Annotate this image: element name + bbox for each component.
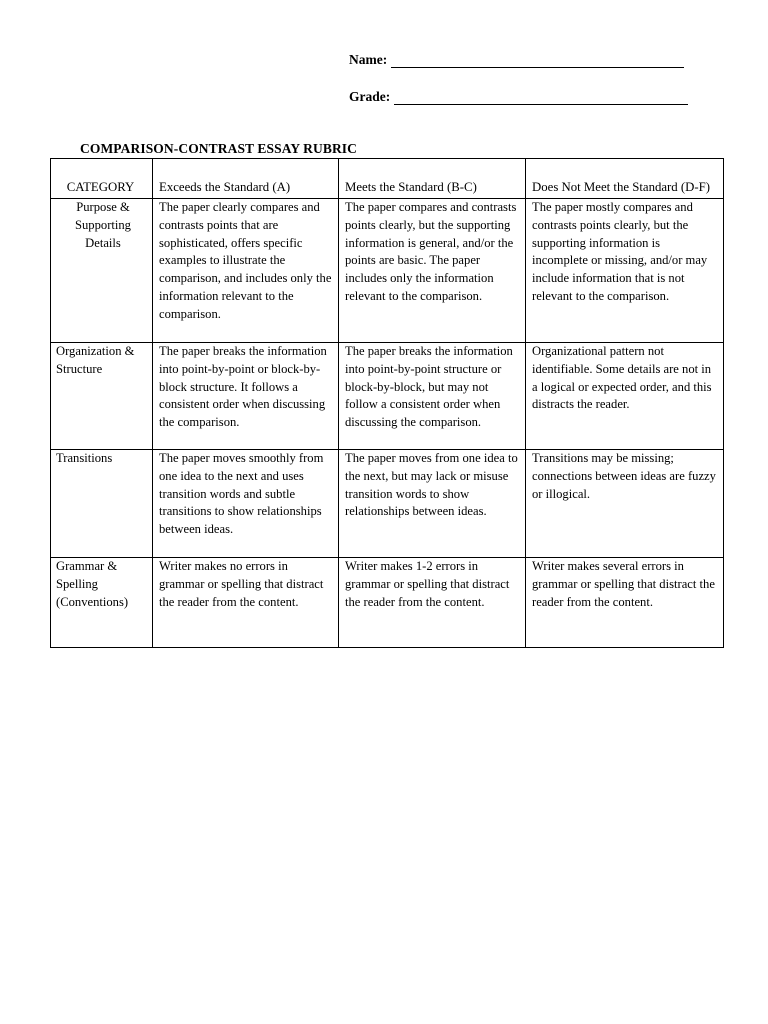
column-header-does-not-meet: Does Not Meet the Standard (D-F) xyxy=(526,159,724,199)
rubric-table xyxy=(50,158,724,648)
name-label: Name: xyxy=(349,52,388,67)
category-cell: Purpose & Supporting Details xyxy=(51,199,153,343)
does-not-meet-cell: Writer makes several errors in grammar or spelling that distract the reader from the content. xyxy=(526,558,724,648)
column-header-exceeds: Exceeds the Standard (A) xyxy=(153,159,339,199)
meets-cell: The paper moves from one idea to the next, but may lack or misuse transition words to show relationships between ideas. xyxy=(339,450,526,558)
table-row xyxy=(51,199,724,343)
exceeds-cell: The paper breaks the information into point-by-point or block-by-block structure. It follows a consistent order when discussing the comparison. xyxy=(153,343,339,450)
does-not-meet-cell: The paper mostly compares and contrasts points clearly, but the supporting information is incomplete or missing, and/or may include information that is not relevant to the comparison. xyxy=(526,199,724,343)
meets-cell: Writer makes 1-2 errors in grammar or spelling that distract the reader from the content. xyxy=(339,558,526,648)
table-row xyxy=(51,343,724,450)
category-cell: Organization & Structure xyxy=(51,343,153,450)
column-header-category: CATEGORY xyxy=(51,159,153,199)
rubric-title: COMPARISON-CONTRAST ESSAY RUBRIC xyxy=(80,141,357,156)
name-blank-line xyxy=(391,53,684,68)
rubric-header-row xyxy=(51,159,724,199)
table-row xyxy=(51,558,724,648)
exceeds-cell: Writer makes no errors in grammar or spelling that distract the reader from the content. xyxy=(153,558,339,648)
exceeds-cell: The paper moves smoothly from one idea to the next and uses transition words and subtle transitions to show relationships between ideas. xyxy=(153,450,339,558)
category-cell: Transitions xyxy=(51,450,153,558)
grade-field xyxy=(349,89,688,105)
does-not-meet-cell: Organizational pattern not identifiable. Some details are not in a logical or expected order, and this distracts the reader. xyxy=(526,343,724,450)
table-row xyxy=(51,450,724,558)
grade-label: Grade: xyxy=(349,89,391,104)
meets-cell: The paper compares and contrasts points clearly, but the supporting information is general, and/or the points are basic. The paper includes only the information relevant to the comparison. xyxy=(339,199,526,343)
category-cell: Grammar & Spelling (Conventions) xyxy=(51,558,153,648)
exceeds-cell: The paper clearly compares and contrasts points that are sophisticated, offers specific examples to illustrate the comparison, and includes only the information relevant to the comparison. xyxy=(153,199,339,343)
does-not-meet-cell: Transitions may be missing; connections between ideas are fuzzy or illogical. xyxy=(526,450,724,558)
meets-cell: The paper breaks the information into point-by-point structure or block-by-block, but may not follow a consistent order when discussing the comparison. xyxy=(339,343,526,450)
grade-blank-line xyxy=(394,90,688,105)
column-header-meets: Meets the Standard (B-C) xyxy=(339,159,526,199)
name-field xyxy=(349,52,684,68)
